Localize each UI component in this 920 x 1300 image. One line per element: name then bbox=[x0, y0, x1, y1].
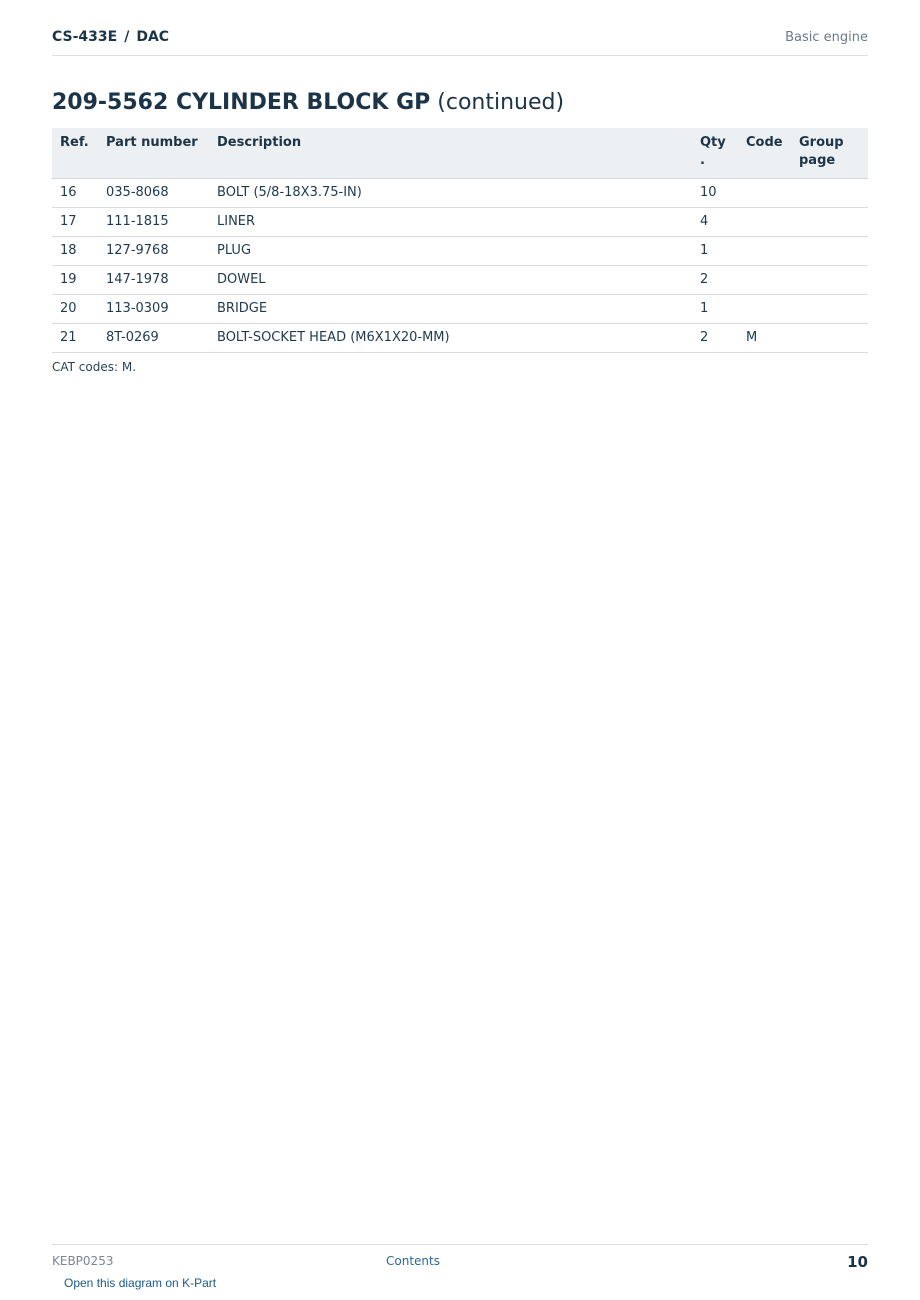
cell-ref: 17 bbox=[52, 208, 98, 237]
table-row bbox=[52, 179, 868, 208]
cell-code bbox=[738, 266, 791, 295]
cell-group-page bbox=[791, 179, 868, 208]
cell-description: DOWEL bbox=[209, 266, 692, 295]
column-header-description: Description bbox=[209, 128, 692, 179]
cell-description: BOLT-SOCKET HEAD (M6X1X20-MM) bbox=[209, 324, 692, 353]
cell-qty: 2 bbox=[692, 324, 738, 353]
cell-qty: 2 bbox=[692, 266, 738, 295]
cell-group-page bbox=[791, 208, 868, 237]
cell-part-number: 111-1815 bbox=[98, 208, 209, 237]
column-header-part-number: Part number bbox=[98, 128, 209, 179]
cell-part-number: 8T-0269 bbox=[98, 324, 209, 353]
cell-group-page bbox=[791, 295, 868, 324]
cell-ref: 16 bbox=[52, 179, 98, 208]
cell-part-number: 127-9768 bbox=[98, 237, 209, 266]
cell-code bbox=[738, 295, 791, 324]
cell-description: LINER bbox=[209, 208, 692, 237]
page-title-suffix: (continued) bbox=[437, 90, 565, 115]
cell-code bbox=[738, 179, 791, 208]
cell-qty: 1 bbox=[692, 237, 738, 266]
cell-ref: 21 bbox=[52, 324, 98, 353]
model-variant: DAC bbox=[136, 29, 170, 45]
cell-ref: 18 bbox=[52, 237, 98, 266]
section-name: Basic engine bbox=[785, 30, 868, 45]
header-row bbox=[52, 128, 868, 179]
page-header bbox=[52, 28, 868, 56]
page-title-main: 209-5562 CYLINDER BLOCK GP bbox=[52, 90, 431, 115]
page-title bbox=[52, 90, 564, 115]
cell-description: BRIDGE bbox=[209, 295, 692, 324]
model-name: CS-433E bbox=[52, 29, 118, 45]
contents-link[interactable]: Contents bbox=[386, 1254, 440, 1268]
cell-part-number: 113-0309 bbox=[98, 295, 209, 324]
column-header-group-page: Group page bbox=[791, 128, 868, 179]
cell-description: BOLT (5/8-18X3.75-IN) bbox=[209, 179, 692, 208]
cell-group-page bbox=[791, 266, 868, 295]
page-number: 10 bbox=[847, 1253, 868, 1271]
cell-group-page bbox=[791, 237, 868, 266]
document-code: KEBP0253 bbox=[52, 1254, 114, 1268]
cell-qty: 10 bbox=[692, 179, 738, 208]
column-header-qty-line1: Qty bbox=[700, 135, 726, 150]
table-row bbox=[52, 324, 868, 353]
cell-code bbox=[738, 208, 791, 237]
column-header-qty-line2: . bbox=[700, 153, 705, 168]
column-header-qty bbox=[692, 128, 738, 179]
header-separator: / bbox=[124, 29, 130, 45]
open-in-kpart-link[interactable]: Open this diagram on K-Part bbox=[64, 1276, 217, 1290]
cell-code: M bbox=[738, 324, 791, 353]
cell-part-number: 147-1978 bbox=[98, 266, 209, 295]
cell-ref: 20 bbox=[52, 295, 98, 324]
column-header-ref: Ref. bbox=[52, 128, 98, 179]
column-header-code: Code bbox=[738, 128, 791, 179]
header-model bbox=[52, 29, 169, 45]
parts-table-body bbox=[52, 179, 868, 353]
table-row bbox=[52, 208, 868, 237]
table-row bbox=[52, 295, 868, 324]
cell-code bbox=[738, 237, 791, 266]
table-row bbox=[52, 237, 868, 266]
parts-table-header bbox=[52, 128, 868, 179]
parts-table bbox=[52, 128, 868, 353]
table-row bbox=[52, 266, 868, 295]
cell-qty: 4 bbox=[692, 208, 738, 237]
cell-qty: 1 bbox=[692, 295, 738, 324]
cell-group-page bbox=[791, 324, 868, 353]
cat-codes-note: CAT codes: M. bbox=[52, 360, 137, 374]
cell-description: PLUG bbox=[209, 237, 692, 266]
cell-part-number: 035-8068 bbox=[98, 179, 209, 208]
cell-ref: 19 bbox=[52, 266, 98, 295]
